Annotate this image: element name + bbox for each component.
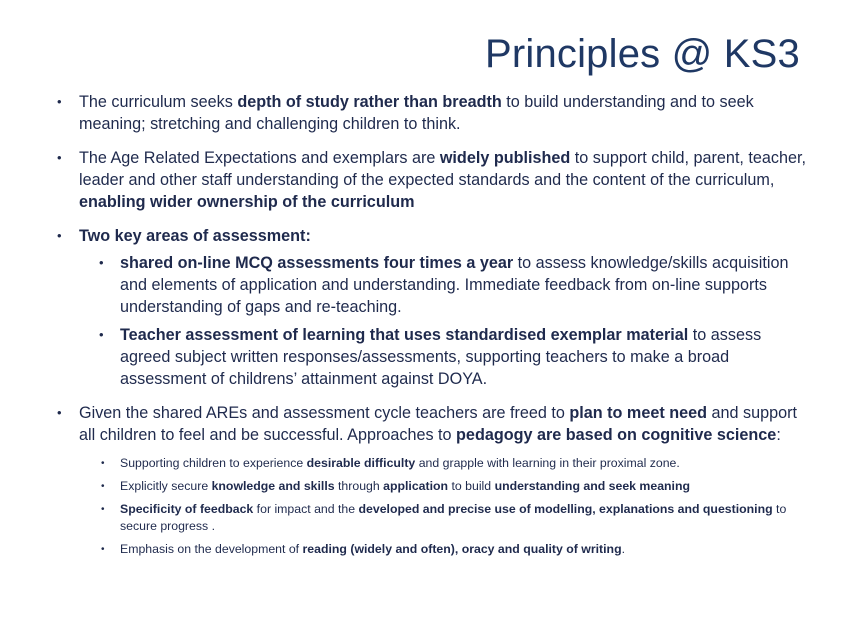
bold-text: enabling wider ownership of the curriculum (79, 193, 415, 211)
bullet-item-level-3 (52, 501, 812, 535)
bullet-dot: • (57, 405, 62, 420)
bullet-dot: • (57, 94, 62, 109)
bullet-item-level-3 (52, 478, 812, 495)
text: Supporting children to experience (120, 456, 307, 470)
text: to support child, parent, teacher, leader and other staff understanding of the expected standards and the content of the curriculum, (79, 149, 807, 189)
bullet-item-level-1 (52, 147, 812, 213)
text: to assess knowledge/skills acquisition and elements of application and understanding. Immediate feedback from on-line supports understanding of gaps and re-teaching. (120, 254, 789, 316)
bullet-item-level-3 (52, 541, 812, 558)
text: to build understanding and to seek meaning; stretching and challenging children to think. (79, 93, 754, 133)
text: . (621, 542, 626, 556)
bold-text: reading (widely and often), oracy and quality of writing (302, 542, 622, 556)
bold-text: application (383, 479, 449, 493)
bold-text: understanding and seek meaning (494, 479, 690, 493)
bullet-dot: • (101, 544, 105, 555)
bold-text: pedagogy are based on cognitive science (456, 426, 777, 444)
bullet-dot: • (101, 481, 105, 492)
bullet-dot: • (57, 228, 62, 243)
text: and grapple with learning in their proximal zone. (415, 456, 680, 470)
text: and support all children to feel and be successful. Approaches to (79, 404, 797, 444)
bullet-item-level-3 (52, 455, 812, 472)
bold-text: widely published (439, 149, 571, 167)
bold-text: Teacher assessment of learning that uses standardised exemplar material (120, 326, 689, 344)
bullet-dot: • (99, 327, 104, 342)
bullet-dot: • (101, 458, 105, 469)
text: to secure progress . (120, 502, 787, 533)
bullet-item-level-1 (52, 225, 812, 247)
slide-title: Principles @ KS3 (484, 32, 800, 76)
text: through (334, 479, 384, 493)
text: The curriculum seeks (79, 93, 238, 111)
bold-text: depth of study rather than breadth (237, 93, 502, 111)
text: The Age Related Expectations and exemplars are (79, 149, 440, 167)
text: Given the shared AREs and assessment cycle teachers are freed to (79, 404, 570, 422)
text: for impact and the (253, 502, 359, 516)
bold-text: desirable difficulty (306, 456, 416, 470)
bullet-item-level-1 (52, 91, 812, 135)
bold-text: plan to meet need (569, 404, 707, 422)
bullet-item-level-2 (52, 324, 812, 390)
bullet-dot: • (99, 255, 104, 270)
bold-text: developed and precise use of modelling, explanations and questioning (358, 502, 773, 516)
bold-text: shared on-line MCQ assessments four times a year (120, 254, 514, 272)
text: to build (448, 479, 495, 493)
text: Emphasis on the development of (120, 542, 303, 556)
bullet-item-level-2 (52, 252, 812, 318)
text: : (776, 426, 781, 444)
bullet-dot: • (57, 150, 62, 165)
bold-text: Two key areas of assessment: (79, 227, 311, 245)
bullet-list (52, 91, 812, 558)
text: Explicitly secure (120, 479, 212, 493)
text: to assess agreed subject written responses/assessments, supporting teachers to make a broad assessment of childrens’ attainment against DOYA. (120, 326, 762, 388)
bullet-item-level-1 (52, 402, 812, 446)
bold-text: knowledge and skills (211, 479, 335, 493)
bold-text: Specificity of feedback (120, 502, 254, 516)
bullet-dot: • (101, 504, 105, 515)
